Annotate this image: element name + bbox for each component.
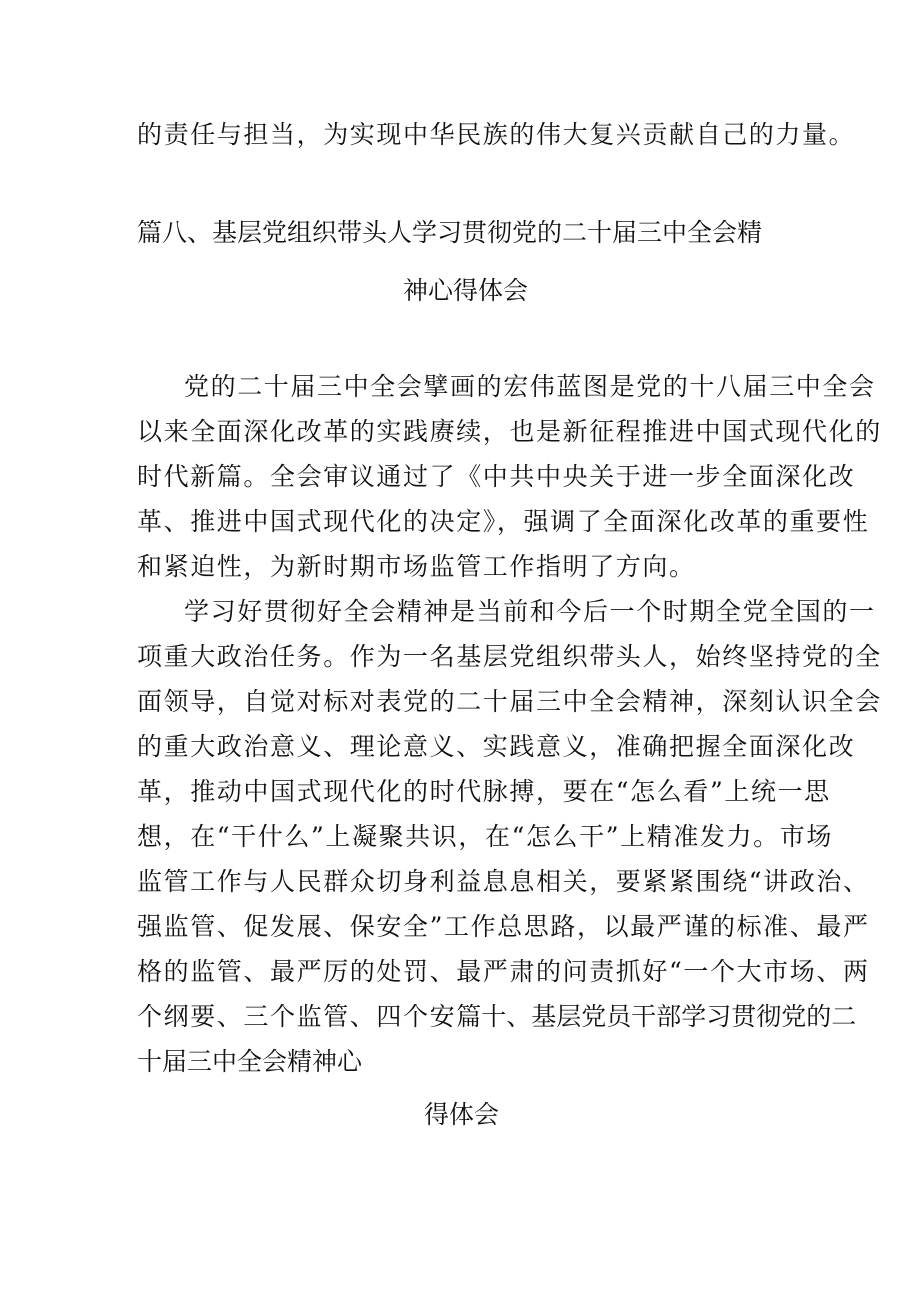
para1-line-4: 革、推进中国式现代化的决定》，强调了全面深化改革的重要性 <box>137 507 870 536</box>
heading-10-line-3: 得体会 <box>424 1100 500 1129</box>
para2-line-3: 面领导，自觉对标对表党的二十届三中全会精神，深刻认识全会 <box>137 687 882 716</box>
heading-8-line-2: 神心得体会 <box>403 276 529 305</box>
para1-line-1: 党的二十届三中全会擘画的宏伟蓝图是党的十八届三中全会 <box>184 372 876 401</box>
para2-line-1: 学习好贯彻好全会精神是当前和今后一个时期全党全国的一 <box>184 597 876 626</box>
para1-line-2: 以来全面深化改革的实践赓续，也是新征程推进中国式现代化的 <box>137 417 882 446</box>
para1-line-3: 时代新篇。全会审议通过了《中共中央关于进一步全面深化改 <box>137 462 856 491</box>
para2-line-9: 格的监管、最严厉的处罚、最严肃的问责抓好“一个大市场、两 <box>137 957 870 986</box>
para2-line-10-mixed <box>137 1004 856 1029</box>
heading-10-line-2: 十届三中全会精神心 <box>137 1047 363 1076</box>
para2-line-6: 想，在“干什么”上凝聚共识，在“怎么干”上精准发力。市场 <box>137 822 833 851</box>
para2-line-5: 革，推动中国式现代化的时代脉搏，要在“怎么看”上统一思 <box>137 777 831 806</box>
para2-line-2: 项重大政治任务。作为一名基层党组织带头人，始终坚持党的全 <box>137 642 882 671</box>
para2-last-fragment: 个纲要、三个监管、四个安 <box>137 1002 457 1031</box>
para2-line-7: 监管工作与人民群众切身利益息息相关，要紧紧围绕“讲政治、 <box>137 867 870 896</box>
para2-line-8: 强监管、促发展、保安全”工作总思路，以最严谨的标准、最严 <box>137 912 870 941</box>
para1-line-5: 和紧迫性，为新时期市场监管工作指明了方向。 <box>137 552 696 581</box>
intro-tail-text: 的责任与担当，为实现中华民族的伟大复兴贡献自己的力量。 <box>137 120 856 149</box>
heading-10-inline: 篇十、基层党员干部学习贯彻党的二 <box>456 1002 857 1031</box>
heading-8-line-1: 篇八、基层党组织带头人学习贯彻党的二十届三中全会精 <box>137 218 763 247</box>
para2-line-4: 的重大政治意义、理论意义、实践意义，准确把握全面深化改 <box>137 732 856 761</box>
